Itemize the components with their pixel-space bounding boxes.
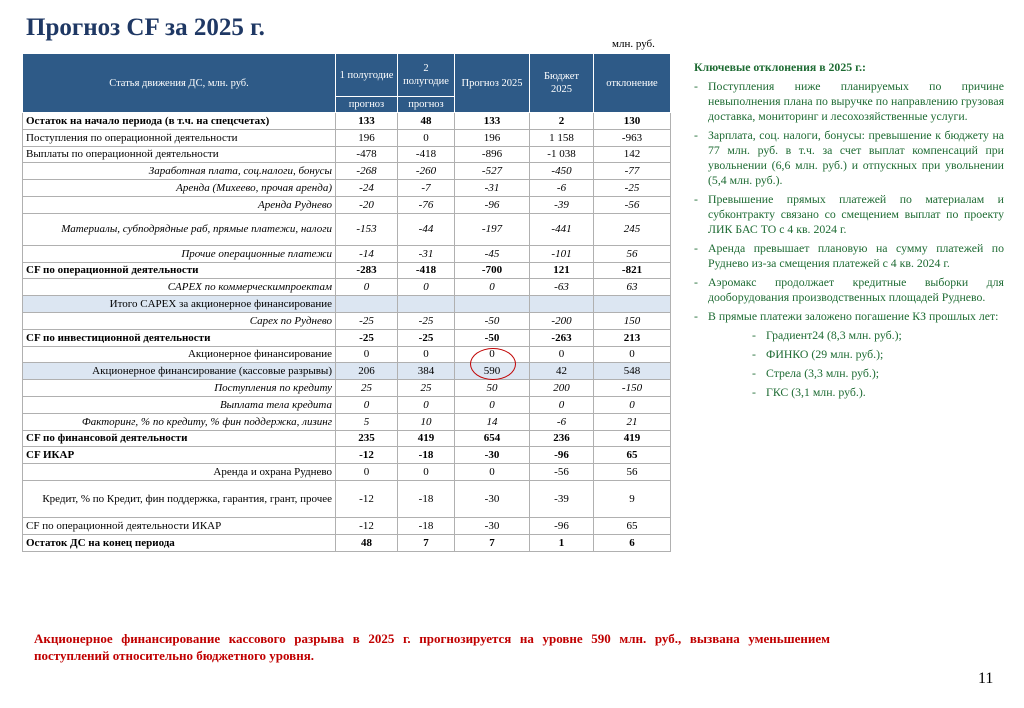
cell-h2: -18 — [398, 447, 455, 464]
cell-h1: -14 — [336, 245, 398, 262]
cell-forecast — [455, 296, 530, 313]
cell-h2: 0 — [398, 396, 455, 413]
table-row — [23, 396, 671, 413]
cell-h1: 0 — [336, 279, 398, 296]
cell-forecast: 590 — [455, 363, 530, 380]
note-text: Зарплата, соц. налоги, бонусы: превышение к бюджету на 77 млн. руб. в т.ч. за счет выплат компенсаций при увольнении (6,6 млн. руб.) и отпускных при увольнении (5,4 млн. руб.). — [708, 128, 1004, 187]
row-label: CF по инвестиционной деятельности — [23, 329, 336, 346]
header-forecast: Прогноз 2025 — [455, 54, 530, 113]
table-row — [23, 312, 671, 329]
cell-forecast: -896 — [455, 146, 530, 163]
table-row — [23, 196, 671, 213]
cell-forecast: 654 — [455, 430, 530, 447]
cell-h1: 25 — [336, 380, 398, 397]
table-row — [23, 163, 671, 180]
cell-h1: 196 — [336, 129, 398, 146]
row-label: Акционерное финансирование (кассовые разрывы) — [23, 363, 336, 380]
table-row — [23, 413, 671, 430]
header-sub-h2: прогноз — [398, 97, 455, 113]
cell-h1: 0 — [336, 464, 398, 481]
cell-h2: -18 — [398, 517, 455, 534]
cell-h2: 10 — [398, 413, 455, 430]
notes-list — [694, 79, 1004, 400]
note-text: Аэромакс продолжает кредитные выборки для дооборудования производственных площадей Руднево. — [708, 275, 1004, 304]
row-label: Поступления по операционной деятельности — [23, 129, 336, 146]
cell-budget: -441 — [530, 213, 594, 245]
list-item: - Превышение прямых платежей по материалам и субконтракту связано со смещением выплат по проекту ЛИК БАС ТО с 4 кв. 2024 г. — [694, 192, 1004, 236]
sub-note-text: ФИНКО (29 млн. руб.); — [766, 347, 884, 361]
header-sub-h1: прогноз — [336, 97, 398, 113]
cell-budget: -6 — [530, 413, 594, 430]
cell-h1: -12 — [336, 447, 398, 464]
page-number: 11 — [978, 670, 994, 687]
cell-h2: 0 — [398, 464, 455, 481]
cell-budget: 200 — [530, 380, 594, 397]
cell-budget: 0 — [530, 396, 594, 413]
key-deviations-notes — [694, 60, 1004, 404]
cell-budget: -96 — [530, 517, 594, 534]
row-label: CF ИКАР — [23, 447, 336, 464]
cell-deviation: 150 — [594, 312, 671, 329]
cell-budget: -96 — [530, 447, 594, 464]
cell-deviation: 21 — [594, 413, 671, 430]
cell-budget: 2 — [530, 113, 594, 130]
cell-deviation: 56 — [594, 245, 671, 262]
row-label: CF по операционной деятельности — [23, 262, 336, 279]
cell-budget: 1 — [530, 534, 594, 551]
cell-budget: 121 — [530, 262, 594, 279]
table-row — [23, 113, 671, 130]
table-row — [23, 180, 671, 197]
header-deviation: отклонение — [594, 54, 671, 113]
cell-deviation: 245 — [594, 213, 671, 245]
cell-deviation: 65 — [594, 517, 671, 534]
note-text: В прямые платежи заложено погашение КЗ прошлых лет: — [708, 309, 999, 323]
cell-h2: -44 — [398, 213, 455, 245]
cell-forecast: -96 — [455, 196, 530, 213]
cell-deviation: -150 — [594, 380, 671, 397]
cell-deviation: -77 — [594, 163, 671, 180]
cell-h2: 0 — [398, 279, 455, 296]
list-item: - В прямые платежи заложено погашение КЗ прошлых лет: - Градиент24 (8,3 млн. руб.); - ФИНКО (29 млн. руб.); - Стрела (3,3 млн. руб.); - ГКС (3,1 млн. руб.). — [694, 309, 1004, 400]
cell-h2: -76 — [398, 196, 455, 213]
table-row — [23, 363, 671, 380]
cell-deviation: 548 — [594, 363, 671, 380]
cell-budget: 1 158 — [530, 129, 594, 146]
cell-forecast: 196 — [455, 129, 530, 146]
cell-h2: -418 — [398, 146, 455, 163]
cell-deviation: 65 — [594, 447, 671, 464]
note-text: Аренда превышает плановую на сумму платежей по Руднево из-за смещения платежей с 4 кв. 2024 г. — [708, 241, 1004, 270]
cell-h2: 0 — [398, 129, 455, 146]
table-row — [23, 213, 671, 245]
cell-h2: 7 — [398, 534, 455, 551]
cell-forecast: -50 — [455, 329, 530, 346]
row-label: Поступления по кредиту — [23, 380, 336, 397]
row-label: Кредит, % по Кредит, фин поддержка, гарантия, грант, прочее — [23, 480, 336, 517]
cell-deviation — [594, 296, 671, 313]
cell-h1: -12 — [336, 517, 398, 534]
notes-heading: Ключевые отклонения в 2025 г.: — [694, 60, 866, 74]
sub-note-text: ГКС (3,1 млн. руб.). — [766, 385, 866, 399]
row-label: Выплата тела кредита — [23, 396, 336, 413]
cell-h2: 25 — [398, 380, 455, 397]
conclusion-text: Акционерное финансирование кассового разрыва в 2025 г. прогнозируется на уровне 590 млн. руб., вызвана уменьшением поступлений относительно бюджетного уровня. — [34, 631, 830, 663]
header-article: Статья движения ДС, млн. руб. — [23, 54, 336, 113]
row-label: Факторинг, % по кредиту, % фин поддержка, лизинг — [23, 413, 336, 430]
highlight-circle — [470, 348, 516, 380]
cell-deviation: 142 — [594, 146, 671, 163]
table-row — [23, 517, 671, 534]
cell-h1: 5 — [336, 413, 398, 430]
table-row — [23, 380, 671, 397]
table-row — [23, 146, 671, 163]
header-budget: Бюджет 2025 — [530, 54, 594, 113]
cell-h2: -25 — [398, 312, 455, 329]
row-label: Выплаты по операционной деятельности — [23, 146, 336, 163]
table-row — [23, 296, 671, 313]
cell-h1: -283 — [336, 262, 398, 279]
table-row — [23, 464, 671, 481]
cell-h1: 0 — [336, 396, 398, 413]
page-title: Прогноз CF за 2025 г. — [26, 14, 265, 41]
cell-h1: 0 — [336, 346, 398, 363]
cell-forecast: 0 — [455, 396, 530, 413]
cell-forecast: 133 — [455, 113, 530, 130]
cell-h2: -25 — [398, 329, 455, 346]
units-label: млн. руб. — [612, 38, 655, 50]
cell-deviation: 56 — [594, 464, 671, 481]
cell-h2: -7 — [398, 180, 455, 197]
row-label: Заработная плата, соц.налоги, бонусы — [23, 163, 336, 180]
header-h1: 1 полугодие — [336, 54, 398, 97]
cell-deviation: 0 — [594, 346, 671, 363]
cell-budget: -200 — [530, 312, 594, 329]
cell-deviation: -821 — [594, 262, 671, 279]
table-row — [23, 534, 671, 551]
table-row — [23, 262, 671, 279]
cell-h1: -20 — [336, 196, 398, 213]
cell-h2: 419 — [398, 430, 455, 447]
list-item: - Стрела (3,3 млн. руб.); — [752, 366, 880, 380]
note-text: Поступления ниже планируемых по причине невыполнения плана по выручке по направлению грузовая доставка, мониторинг и лесохозяйственные услуги. — [708, 79, 1004, 123]
cell-budget: -263 — [530, 329, 594, 346]
cell-deviation: 9 — [594, 480, 671, 517]
cell-h1: -153 — [336, 213, 398, 245]
row-label: Прочие операционные платежи — [23, 245, 336, 262]
cell-h2: 48 — [398, 113, 455, 130]
cell-forecast: -45 — [455, 245, 530, 262]
table-row — [23, 329, 671, 346]
row-label: CAPEX по коммерческимпроектам — [23, 279, 336, 296]
cell-deviation: 6 — [594, 534, 671, 551]
cell-forecast: 0 — [455, 464, 530, 481]
row-label: Аренда (Михеево, прочая аренда) — [23, 180, 336, 197]
cell-budget: -39 — [530, 480, 594, 517]
cell-h2: -31 — [398, 245, 455, 262]
row-label: CF по финансовой деятельности — [23, 430, 336, 447]
cell-forecast: 0 — [455, 279, 530, 296]
cell-h1: -25 — [336, 312, 398, 329]
notes-sublist — [708, 328, 1004, 400]
cell-budget: 0 — [530, 346, 594, 363]
cell-forecast: 50 — [455, 380, 530, 397]
cell-h1 — [336, 296, 398, 313]
cell-forecast: -30 — [455, 517, 530, 534]
cell-budget: -1 038 — [530, 146, 594, 163]
row-label: Capex по Руднево — [23, 312, 336, 329]
cell-h2: -418 — [398, 262, 455, 279]
cell-budget: -101 — [530, 245, 594, 262]
table-row — [23, 346, 671, 363]
cell-deviation: 419 — [594, 430, 671, 447]
cell-forecast: 14 — [455, 413, 530, 430]
cell-h2: 384 — [398, 363, 455, 380]
cell-h1: 48 — [336, 534, 398, 551]
cell-h1: -478 — [336, 146, 398, 163]
cell-deviation: 0 — [594, 396, 671, 413]
cell-budget: 236 — [530, 430, 594, 447]
list-item: - Градиент24 (8,3 млн. руб.); — [752, 328, 902, 342]
list-item: - Аренда превышает плановую на сумму платежей по Руднево из-за смещения платежей с 4 кв. 2024 г. — [694, 241, 1004, 270]
row-label: Остаток на начало периода (в т.ч. на спецсчетах) — [23, 113, 336, 130]
cell-deviation: 213 — [594, 329, 671, 346]
table-row — [23, 245, 671, 262]
list-item: - ФИНКО (29 млн. руб.); — [752, 347, 884, 361]
cell-h2: 0 — [398, 346, 455, 363]
cell-forecast: -50 — [455, 312, 530, 329]
cell-forecast: -30 — [455, 447, 530, 464]
cell-h2 — [398, 296, 455, 313]
table-row — [23, 480, 671, 517]
cell-deviation: 63 — [594, 279, 671, 296]
cell-budget: -63 — [530, 279, 594, 296]
cell-budget: -450 — [530, 163, 594, 180]
cash-flow-table — [22, 53, 671, 552]
cell-budget — [530, 296, 594, 313]
list-item: - Зарплата, соц. налоги, бонусы: превышение к бюджету на 77 млн. руб. в т.ч. за счет выплат компенсаций при увольнении (6,6 млн. руб.) и отпускных при увольнении (5,4 млн. руб.). — [694, 128, 1004, 187]
row-label: Аренда и охрана Руднево — [23, 464, 336, 481]
table-row — [23, 430, 671, 447]
cell-deviation: -25 — [594, 180, 671, 197]
sub-note-text: Градиент24 (8,3 млн. руб.); — [766, 328, 902, 342]
cell-h1: 133 — [336, 113, 398, 130]
row-label: Акционерное финансирование — [23, 346, 336, 363]
row-label: Аренда Руднево — [23, 196, 336, 213]
cell-h1: -25 — [336, 329, 398, 346]
sub-note-text: Стрела (3,3 млн. руб.); — [766, 366, 880, 380]
row-label: CF по операционной деятельности ИКАР — [23, 517, 336, 534]
cell-forecast: -527 — [455, 163, 530, 180]
list-item: - Поступления ниже планируемых по причине невыполнения плана по выручке по направлению грузовая доставка, мониторинг и лесохозяйственные услуги. — [694, 79, 1004, 123]
cell-h1: 235 — [336, 430, 398, 447]
row-label: Остаток ДС на конец периода — [23, 534, 336, 551]
cell-forecast: 7 — [455, 534, 530, 551]
cell-h1: -24 — [336, 180, 398, 197]
cell-h2: -18 — [398, 480, 455, 517]
cell-h1: -268 — [336, 163, 398, 180]
row-label: Итого CAPEX за акционерное финансирование — [23, 296, 336, 313]
note-text: Превышение прямых платежей по материалам и субконтракту связано со смещением выплат по проекту ЛИК БАС ТО с 4 кв. 2024 г. — [708, 192, 1004, 236]
cell-h1: 206 — [336, 363, 398, 380]
cell-budget: -6 — [530, 180, 594, 197]
row-label: Материалы, субподрядные раб, прямые платежи, налоги — [23, 213, 336, 245]
cell-forecast: -30 — [455, 480, 530, 517]
cell-h2: -260 — [398, 163, 455, 180]
cell-deviation: -963 — [594, 129, 671, 146]
table-row — [23, 129, 671, 146]
table-row — [23, 279, 671, 296]
list-item: - Аэромакс продолжает кредитные выборки для дооборудования производственных площадей Руднево. — [694, 275, 1004, 304]
cell-budget: -39 — [530, 196, 594, 213]
table-row — [23, 447, 671, 464]
cell-budget: 42 — [530, 363, 594, 380]
cell-deviation: -56 — [594, 196, 671, 213]
cell-forecast: -31 — [455, 180, 530, 197]
list-item: - ГКС (3,1 млн. руб.). — [752, 385, 866, 399]
cell-deviation: 130 — [594, 113, 671, 130]
cell-forecast: 0 — [455, 346, 530, 363]
cell-budget: -56 — [530, 464, 594, 481]
cell-forecast: -700 — [455, 262, 530, 279]
cell-h1: -12 — [336, 480, 398, 517]
cell-forecast: -197 — [455, 213, 530, 245]
header-h2: 2 полугодие — [398, 54, 455, 97]
